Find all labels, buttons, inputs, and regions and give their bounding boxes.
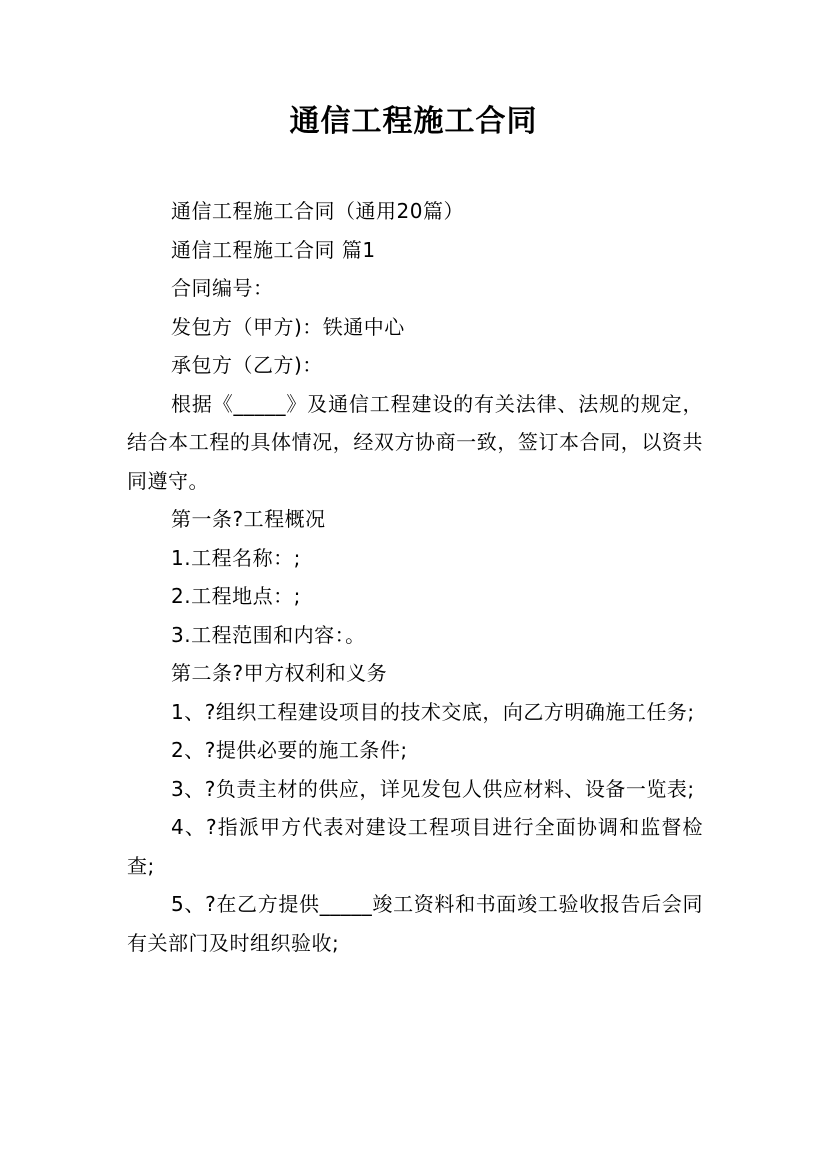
paragraph-project-scope: 3.工程范围和内容：。: [171, 622, 366, 647]
paragraph-party-b: 承包方（乙方)：: [171, 353, 323, 377]
document-title: 通信工程施工合同: [289, 104, 538, 139]
paragraph-item-3: 3、?负责主材的供应，详见发包人供应材料、设备一览表;: [171, 776, 695, 801]
paragraph-project-name: 1.工程名称：;: [171, 545, 301, 570]
paragraph-item-1: 1、?组织工程建设项目的技术交底，向乙方明确施工任务;: [171, 699, 695, 724]
paragraph-preamble: 根据《_____》及通信工程建设的有关法律、法规的规定，结合本工程的具体情况，经双方协商一致，签订本合同，以资共同遵守。: [127, 391, 703, 493]
paragraph-subtitle: 通信工程施工合同（通用20篇）: [171, 199, 464, 223]
paragraph-article-1-heading: 第一条?工程概况: [171, 507, 326, 531]
paragraph-item-4: 4、?指派甲方代表对建设工程项目进行全面协调和监督检查;: [127, 815, 703, 878]
paragraph-item-5: 5、?在乙方提供_____竣工资料和书面竣工验收报告后会同有关部门及时组织验收;: [127, 892, 703, 955]
document-body: [127, 192, 703, 962]
paragraph-project-location: 2.工程地点：;: [171, 584, 301, 608]
paragraph-article-2-heading: 第二条?甲方权利和义务: [171, 661, 388, 685]
paragraph-section-heading: 通信工程施工合同 篇1: [171, 237, 376, 262]
paragraph-item-2: 2、?提供必要的施工条件;: [171, 738, 408, 762]
paragraph-contract-number: 合同编号：: [171, 276, 274, 300]
paragraph-party-a: 发包方（甲方)：铁通中心: [171, 314, 405, 339]
